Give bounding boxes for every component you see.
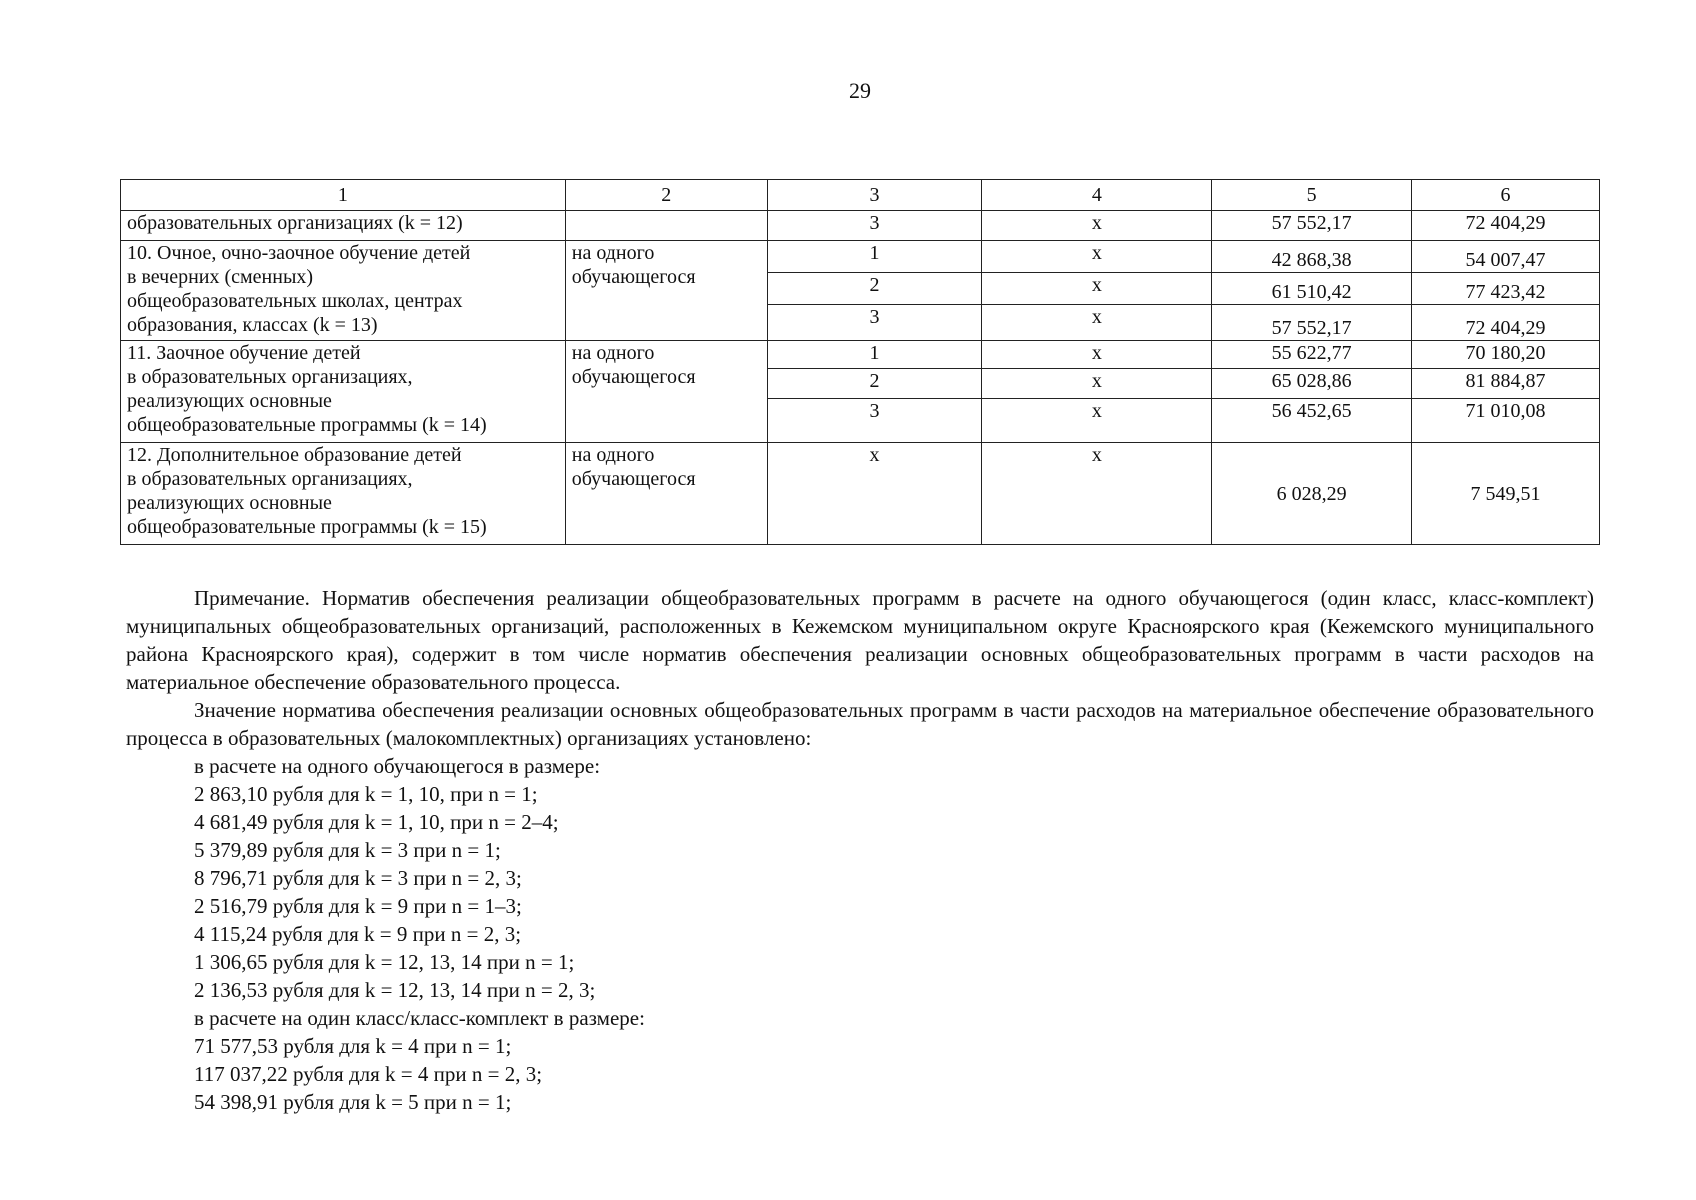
cell-col3: 3 (767, 305, 982, 341)
cell-col6: 54 007,47 (1412, 241, 1600, 273)
cell-col4: x (982, 399, 1212, 443)
table-row (121, 241, 1600, 273)
list-item: 2 516,79 рубля для k = 9 при n = 1–3; (194, 894, 522, 918)
cell-col6: 72 404,29 (1412, 211, 1600, 241)
column-header: 5 (1212, 180, 1412, 211)
cell-col5: 56 452,65 (1212, 399, 1412, 443)
cell-col6: 77 423,42 (1412, 273, 1600, 305)
list-item: в расчете на один класс/класс-комплект в размере: (194, 1006, 645, 1030)
list-item: 2 863,10 рубля для k = 1, 10, при n = 1; (194, 782, 538, 806)
column-header: 1 (121, 180, 566, 211)
column-header: 6 (1412, 180, 1600, 211)
cell-col6: 70 180,20 (1412, 341, 1600, 369)
table-row (121, 341, 1600, 369)
cell-col5: 61 510,42 (1212, 273, 1412, 305)
cell-col4: x (982, 273, 1212, 305)
cell-col3: 3 (767, 399, 982, 443)
cell-col3: 1 (767, 341, 982, 369)
cell-col4: x (982, 341, 1212, 369)
cell-col4: x (982, 305, 1212, 341)
row-name: образовательных организациях (k = 12) (121, 211, 566, 241)
row-name: 11. Заочное обучение детей в образовательных организациях, реализующих основные общеобразовательные программы (k = 14) (121, 341, 566, 443)
list-item: в расчете на одного обучающегося в размере: (194, 754, 601, 778)
cell-col3: 2 (767, 369, 982, 399)
cell-col6: 81 884,87 (1412, 369, 1600, 399)
cell-col5: 42 868,38 (1212, 241, 1412, 273)
list-item: 117 037,22 рубля для k = 4 при n = 2, 3; (194, 1062, 543, 1086)
cell-col3: 2 (767, 273, 982, 305)
list-item: 4 681,49 рубля для k = 1, 10, при n = 2–4; (194, 810, 559, 834)
cell-col4: x (982, 443, 1212, 545)
cell-col3: 3 (767, 211, 982, 241)
cell-col4: x (982, 369, 1212, 399)
table-header-row (121, 180, 1600, 211)
table-row (121, 211, 1600, 241)
note-paragraph: Значение норматива обеспечения реализации основных общеобразовательных программ в части расходов на материальное обеспечение образовательного процесса в образовательных (малокомплектных) организациях установлено: (126, 698, 1594, 750)
column-header: 4 (982, 180, 1212, 211)
row-name: 10. Очное, очно-заочное обучение детей в вечерних (сменных) общеобразовательных школах, центрах образования, классах (k = 13) (121, 241, 566, 341)
row-unit: на одного обучающегося (565, 341, 767, 443)
cell-col6: 72 404,29 (1412, 305, 1600, 341)
normative-table (120, 179, 1600, 545)
list-item: 5 379,89 рубля для k = 3 при n = 1; (194, 838, 501, 862)
cell-col3: x (767, 443, 982, 545)
column-header: 2 (565, 180, 767, 211)
cell-col5: 57 552,17 (1212, 211, 1412, 241)
cell-col4: x (982, 211, 1212, 241)
list-item: 4 115,24 рубля для k = 9 при n = 2, 3; (194, 922, 522, 946)
list-item: 54 398,91 рубля для k = 5 при n = 1; (194, 1090, 512, 1114)
cell-col3: 1 (767, 241, 982, 273)
cell-col6: 7 549,51 (1412, 443, 1600, 545)
cell-col5: 65 028,86 (1212, 369, 1412, 399)
list-item: 71 577,53 рубля для k = 4 при n = 1; (194, 1034, 512, 1058)
list-item: 1 306,65 рубля для k = 12, 13, 14 при n = 1; (194, 950, 575, 974)
row-unit (565, 211, 767, 241)
row-unit: на одного обучающегося (565, 241, 767, 341)
cell-col4: x (982, 241, 1212, 273)
cell-col5: 6 028,29 (1212, 443, 1412, 545)
cell-col5: 57 552,17 (1212, 305, 1412, 341)
table-row (121, 443, 1600, 545)
cell-col5: 55 622,77 (1212, 341, 1412, 369)
note-paragraph: Примечание. Норматив обеспечения реализации общеобразовательных программ в расчете на одного обучающегося (один класс, класс-комплект) муниципальных общеобразовательных организаций, расположенных в Кежемском муниципальном округе Красноярского края (Кежемского муниципального района Красноярского края), содержит в том числе норматив обеспечения реализации основных общеобразовательных программ в части расходов на материальное обеспечение образовательного процесса. (126, 586, 1594, 694)
row-unit: на одного обучающегося (565, 443, 767, 545)
row-name: 12. Дополнительное образование детей в образовательных организациях, реализующих основные общеобразовательные программы (k = 15) (121, 443, 566, 545)
list-item: 8 796,71 рубля для k = 3 при n = 2, 3; (194, 866, 522, 890)
list-item: 2 136,53 рубля для k = 12, 13, 14 при n = 2, 3; (194, 978, 596, 1002)
page-number: 29 (849, 78, 871, 103)
cell-col6: 71 010,08 (1412, 399, 1600, 443)
note-block (126, 584, 1594, 1116)
column-header: 3 (767, 180, 982, 211)
